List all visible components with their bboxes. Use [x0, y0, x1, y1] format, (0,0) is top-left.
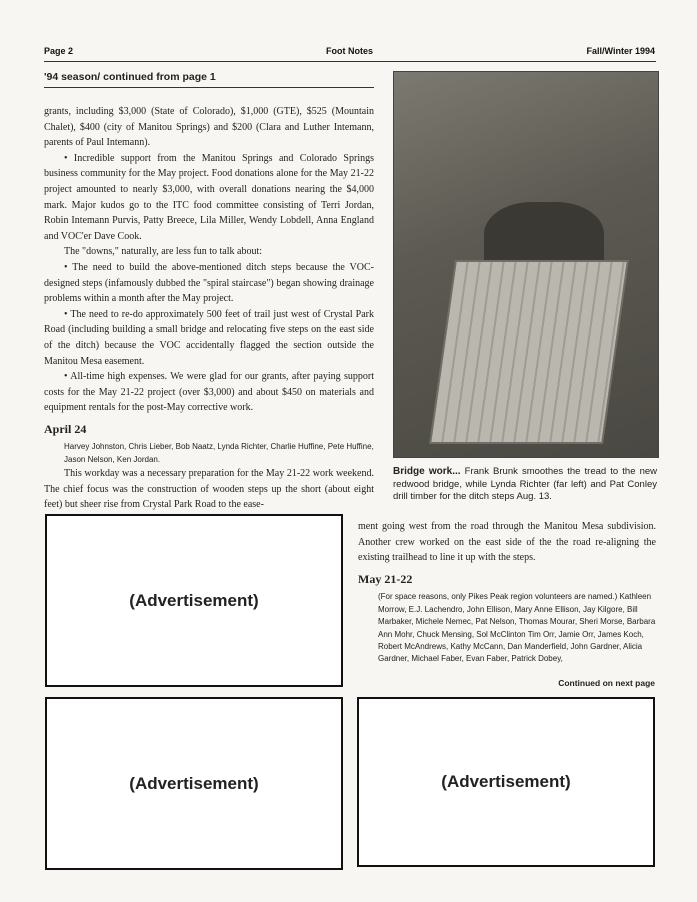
may-volunteer-list: (For space reasons, only Pikes Peak region volunteers are named.) Kathleen Morrow, E.J. Lachendro, John Ellison, Mary Anne Ellison, Jay Kilgore, Bill Marbaker, Michele Nemec, Pat Nelson, Thomas Mourar, Sheri Morse, Barbara Ann Mohr, Chuck Mensing, Sol McClinton Tim Orr, Jamie Orr, James Koch, Robert McAndrews, Kathy McCann, Dan Manderfield, John Gardner, Alicia Gardner, Michael Faber, Evan Faber, Patrick Dobey,	[378, 592, 656, 664]
paragraph: • All-time high expenses. We were glad for our grants, after paying support costs for the May 21-22 project (over $3,000) and about $450 on materials and equipment rentals for the post-May corrective work.	[44, 371, 374, 414]
advertisement-box-2: (Advertisement)	[45, 697, 343, 870]
publication-title: Foot Notes	[326, 46, 373, 56]
paragraph: • The need to re-do approximately 500 feet of trail just west of Crystal Park Road (including building a small bridge and relocating five steps on the east side of the ditch) because the VOC accidentally flagged the section outside the Manitou Mesa easement.	[44, 308, 374, 367]
paragraph: grants, including $3,000 (State of Colorado), $1,000 (GTE), $525 (Mountain Chalet), $400 (city of Manitou Springs) and $200 (Clara and Luther Intemann, parents of Paul Intemann).	[44, 106, 374, 149]
april-volunteer-list: Harvey Johnston, Chris Lieber, Bob Naatz, Lynda Richter, Charlie Huffine, Pete Huffine, Jason Nelson, Ken Jordan.	[64, 442, 374, 464]
photo-caption	[393, 466, 657, 504]
right-column	[358, 519, 656, 666]
caption-lead: Bridge work...	[393, 466, 461, 477]
section-title: '94 season/ continued from page 1	[44, 71, 374, 88]
paragraph: This workday was a necessary preparation for the May 21-22 work weekend. The chief focus was the construction of wooden steps up the short (about eight feet) but sheer rise from Crystal Park Road to the ease-	[44, 468, 374, 511]
bridge-work-photo	[393, 71, 659, 458]
advertisement-box-3: (Advertisement)	[357, 697, 655, 867]
may-heading: May 21-22	[358, 571, 413, 586]
april-heading: April 24	[44, 421, 87, 436]
caption-text: Frank Brunk smoothes the tread to the new redwood bridge, while Lynda Richter (far left) and Pat Conley drill timber for the ditch steps Aug. 13.	[393, 466, 657, 503]
left-column	[44, 104, 374, 513]
paragraph: • Incredible support from the Manitou Springs and Colorado Springs business community for the May project. Food donations alone for the May 21-22 project amounted to nearly $3,000, with overall donations nearing the $4,000 mark. Major kudos go to the ITC food committee consisting of Terri Jordan, Robin Intemann Purvis, Patty Breece, Lila Miller, Wendy Lobdell, Anna England and VOC'er Dave Cook.	[44, 152, 374, 242]
photo-bridge	[431, 262, 626, 442]
paragraph: ment going west from the road through the Manitou Mesa subdivision. Another crew worked on the east side of the the road re-aligning the existing trailhead to line it up with the steps.	[358, 521, 656, 564]
issue-date: Fall/Winter 1994	[586, 46, 655, 56]
paragraph: • The need to build the above-mentioned ditch steps because the VOC-designed steps (infamously dubbed the "spiral staircase") began showing drainage problems within a month after the May project.	[44, 261, 374, 305]
paragraph: The "downs," naturally, are less fun to talk about:	[64, 246, 263, 258]
advertisement-box-1: (Advertisement)	[45, 514, 343, 687]
header-rule	[44, 61, 656, 62]
page-number: Page 2	[44, 46, 74, 56]
continued-note: Continued on next page	[558, 678, 655, 688]
